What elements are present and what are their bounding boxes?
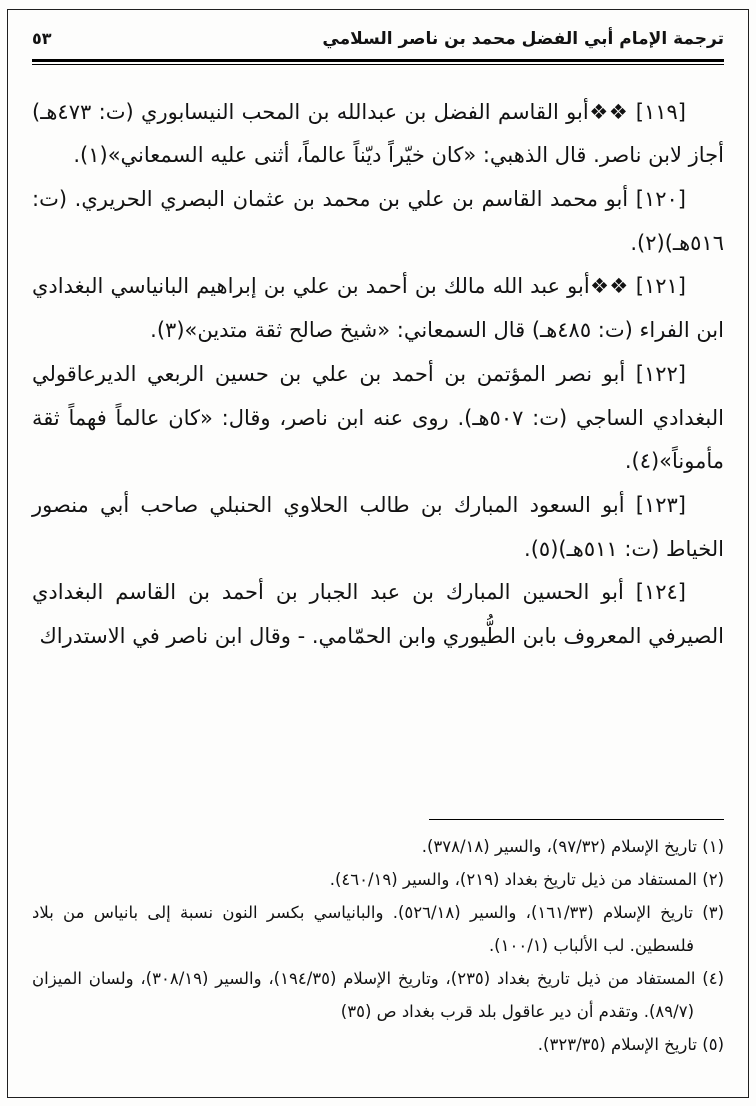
page-header (32, 28, 724, 52)
entry-121: [١٢١] ❖❖أبو عبد الله مالك بن أحمد بن علي بن إبراهيم البانياسي البغدادي ابن الفراء (ت: ٤٨٥هـ) قال السمعاني: «شيخ صالح ثقة متدين»(٣). (32, 274, 724, 343)
footnote-5: (٥) تاريخ الإسلام (٣٢٣/٣٥). (537, 1035, 724, 1054)
entry-119: [١١٩] ❖❖أبو القاسم الفضل بن عبدالله بن المحب النيسابوري (ت: ٤٧٣هـ) أجاز لابن ناصر. قال الذهبي: «كان خيّراً ديّناً عالماً، أثنى عليه السمعاني»(١). (32, 99, 724, 168)
entry-120: [١٢٠] أبو محمد القاسم بن علي بن محمد بن عثمان البصري الحريري. (ت: ٥١٦هـ)(٢). (32, 187, 724, 255)
footnote-3: (٣) تاريخ الإسلام (١٦١/٣٣)، والسير (٥٢٦/١٨). والبانياسي بكسر النون نسبة إلى بانياس من بلاد فلسطين. لب الألباب (١٠٠/١). (32, 903, 724, 955)
footnote-1: (١) تاريخ الإسلام (٩٧/٣٢)، والسير (٣٧٨/١٨). (421, 837, 724, 856)
body-text (32, 91, 724, 659)
footnotes-section (32, 819, 724, 1061)
page-number: ٥٣ (32, 29, 52, 48)
entry-122: [١٢٢] أبو نصر المؤتمن بن أحمد بن علي بن حسين الربعي الديرعاقولي البغدادي الساجي (ت: ٥٠٧هـ). روى عنه ابن ناصر، وقال: «كان عالماً فهماً ثقة مأموناً»(٤). (32, 361, 724, 474)
footnote-4: (٤) المستفاد من ذيل تاريخ بغداد (٢٣٥)، وتاريخ الإسلام (١٩٤/٣٥)، والسير (٣٠٨/١٩)، ولسان الميزان (٨٩/٧). وتقدم أن دير عاقول بلد قرب بغداد ص (٣٥) (32, 969, 724, 1021)
page-frame (7, 9, 749, 1098)
running-header-title: ترجمة الإمام أبي الفضل محمد بن ناصر السلامي (322, 29, 724, 49)
footnote-2: (٢) المستفاد من ذيل تاريخ بغداد (٢١٩)، والسير (٤٦٠/١٩). (329, 870, 724, 889)
entry-124: [١٢٤] أبو الحسين المبارك بن عبد الجبار بن أحمد بن القاسم البغدادي الصيرفي المعروف بابن الطُّيوري وابن الحمّامي. - وقال ابن ناصر في الاستدراك (32, 580, 724, 648)
entry-123: [١٢٣] أبو السعود المبارك بن طالب الحلاوي الحنبلي صاحب أبي منصور الخياط (ت: ٥١١هـ)(٥). (32, 492, 724, 561)
footnote-separator (429, 819, 724, 820)
header-double-rule (32, 59, 724, 65)
